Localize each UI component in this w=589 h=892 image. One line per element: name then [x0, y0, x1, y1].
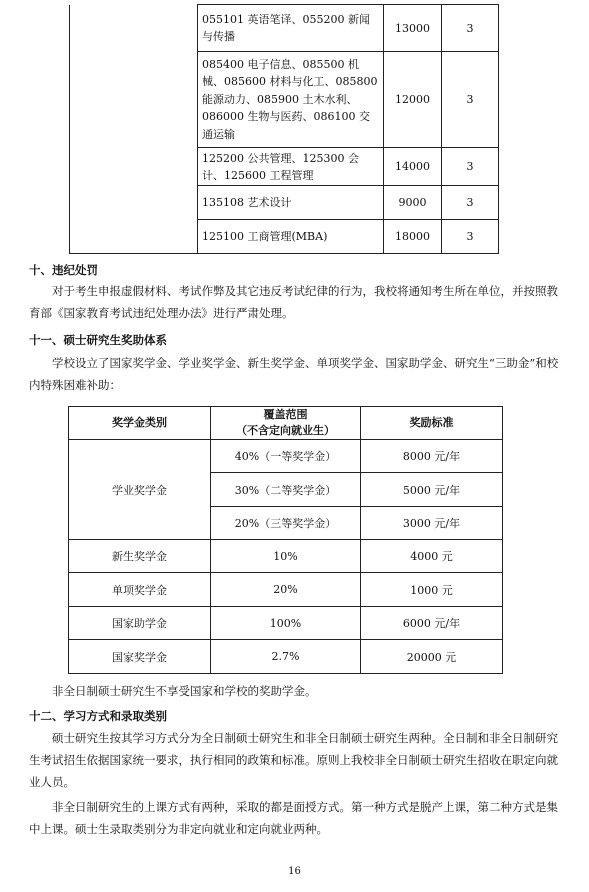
- years-cell: 3: [442, 5, 499, 52]
- coverage-cell: 100%: [211, 607, 361, 640]
- section-heading: 十二、学习方式和录取类别: [29, 709, 167, 723]
- coverage-cell: 20%: [211, 573, 361, 607]
- standard-cell: 4000 元: [361, 540, 503, 573]
- years-cell: 3: [442, 220, 499, 254]
- coverage-cell: 20%（三等奖学金）: [211, 507, 361, 540]
- coverage-cell: 40%（一等奖学金）: [211, 440, 361, 473]
- majors-cell: 055101 英语笔译、055200 新闻与传播: [198, 5, 384, 52]
- column-header: [211, 407, 361, 440]
- merged-blank-cell: [70, 5, 198, 254]
- column-header: 奖学金类别: [69, 407, 211, 440]
- paragraph: 学校设立了国家奖学金、学业奖学金、新生奖学金、单项奖学金、国家助学金、研究生“三助金”和校内特殊困难补助：: [29, 356, 559, 392]
- coverage-cell: 10%: [211, 540, 361, 573]
- paragraph: 对于考生申报虚假材料、考试作弊及其它违反考试纪律的行为，我校将通知考生所在单位，并按照教育部《国家教育考试违纪处理办法》进行严肃处理。: [29, 284, 558, 320]
- years-cell: 3: [442, 148, 499, 186]
- paragraph: 硕士研究生按其学习方式分为全日制硕士研究生和非全日制硕士研究生两种。全日制和非全日制研究生考试招生依据国家统一要求，执行相同的政策和标准。原则上我校非全日制硕士研究生招收在职定向就业人员。: [29, 731, 558, 789]
- fee-cell: 9000: [384, 186, 442, 220]
- majors-cell: 125200 公共管理、125300 会计、125600 工程管理: [198, 148, 384, 186]
- years-cell: 3: [442, 52, 499, 148]
- fee-cell: 14000: [384, 148, 442, 186]
- paragraph: 非全日制硕士研究生不享受国家和学校的奖助学金。: [52, 684, 317, 698]
- years-cell: 3: [442, 186, 499, 220]
- table-row: [69, 640, 503, 674]
- header-line: 覆盖范围: [263, 408, 308, 421]
- fee-cell: 13000: [384, 5, 442, 52]
- table-row: [69, 540, 503, 573]
- standard-cell: 1000 元: [361, 573, 503, 607]
- column-header: 奖励标准: [361, 407, 503, 440]
- category-cell: 国家助学金: [69, 607, 211, 640]
- table-header-row: [69, 407, 503, 440]
- category-cell: 学业奖学金: [69, 440, 211, 540]
- section-heading: 十一、硕士研究生奖助体系: [29, 333, 167, 347]
- section-heading: 十、违纪处罚: [29, 263, 98, 277]
- coverage-cell: 2.7%: [211, 640, 361, 674]
- page-number: 16: [288, 866, 301, 877]
- standard-cell: 20000 元: [361, 640, 503, 674]
- category-cell: 新生奖学金: [69, 540, 211, 573]
- majors-cell: 085400 电子信息、085500 机械、085600 材料与化工、085800 能源动力、085900 土木水利、086000 生物与医药、086100 交通运输: [198, 52, 384, 148]
- category-cell: 单项奖学金: [69, 573, 211, 607]
- standard-cell: 3000 元/年: [361, 507, 503, 540]
- tuition-table: [69, 4, 499, 254]
- table-row: [69, 607, 503, 640]
- table-row: [70, 5, 499, 52]
- fee-cell: 18000: [384, 220, 442, 254]
- majors-cell: 125100 工商管理(MBA): [198, 220, 384, 254]
- paragraph: 非全日制研究生的上课方式有两种，采取的都是面授方式。第一种方式是脱产上课，第二种方式是集中上课。硕士生录取类别分为非定向就业和定向就业两种。: [29, 800, 558, 836]
- category-cell: 国家奖学金: [69, 640, 211, 674]
- standard-cell: 5000 元/年: [361, 473, 503, 507]
- majors-cell: 135108 艺术设计: [198, 186, 384, 220]
- standard-cell: 6000 元/年: [361, 607, 503, 640]
- table-row: [69, 573, 503, 607]
- fee-cell: 12000: [384, 52, 442, 148]
- table-row: [69, 440, 503, 473]
- coverage-cell: 30%（二等奖学金）: [211, 473, 361, 507]
- scholarship-table: [68, 406, 503, 674]
- standard-cell: 8000 元/年: [361, 440, 503, 473]
- header-line: （不含定向就业生）: [236, 424, 335, 437]
